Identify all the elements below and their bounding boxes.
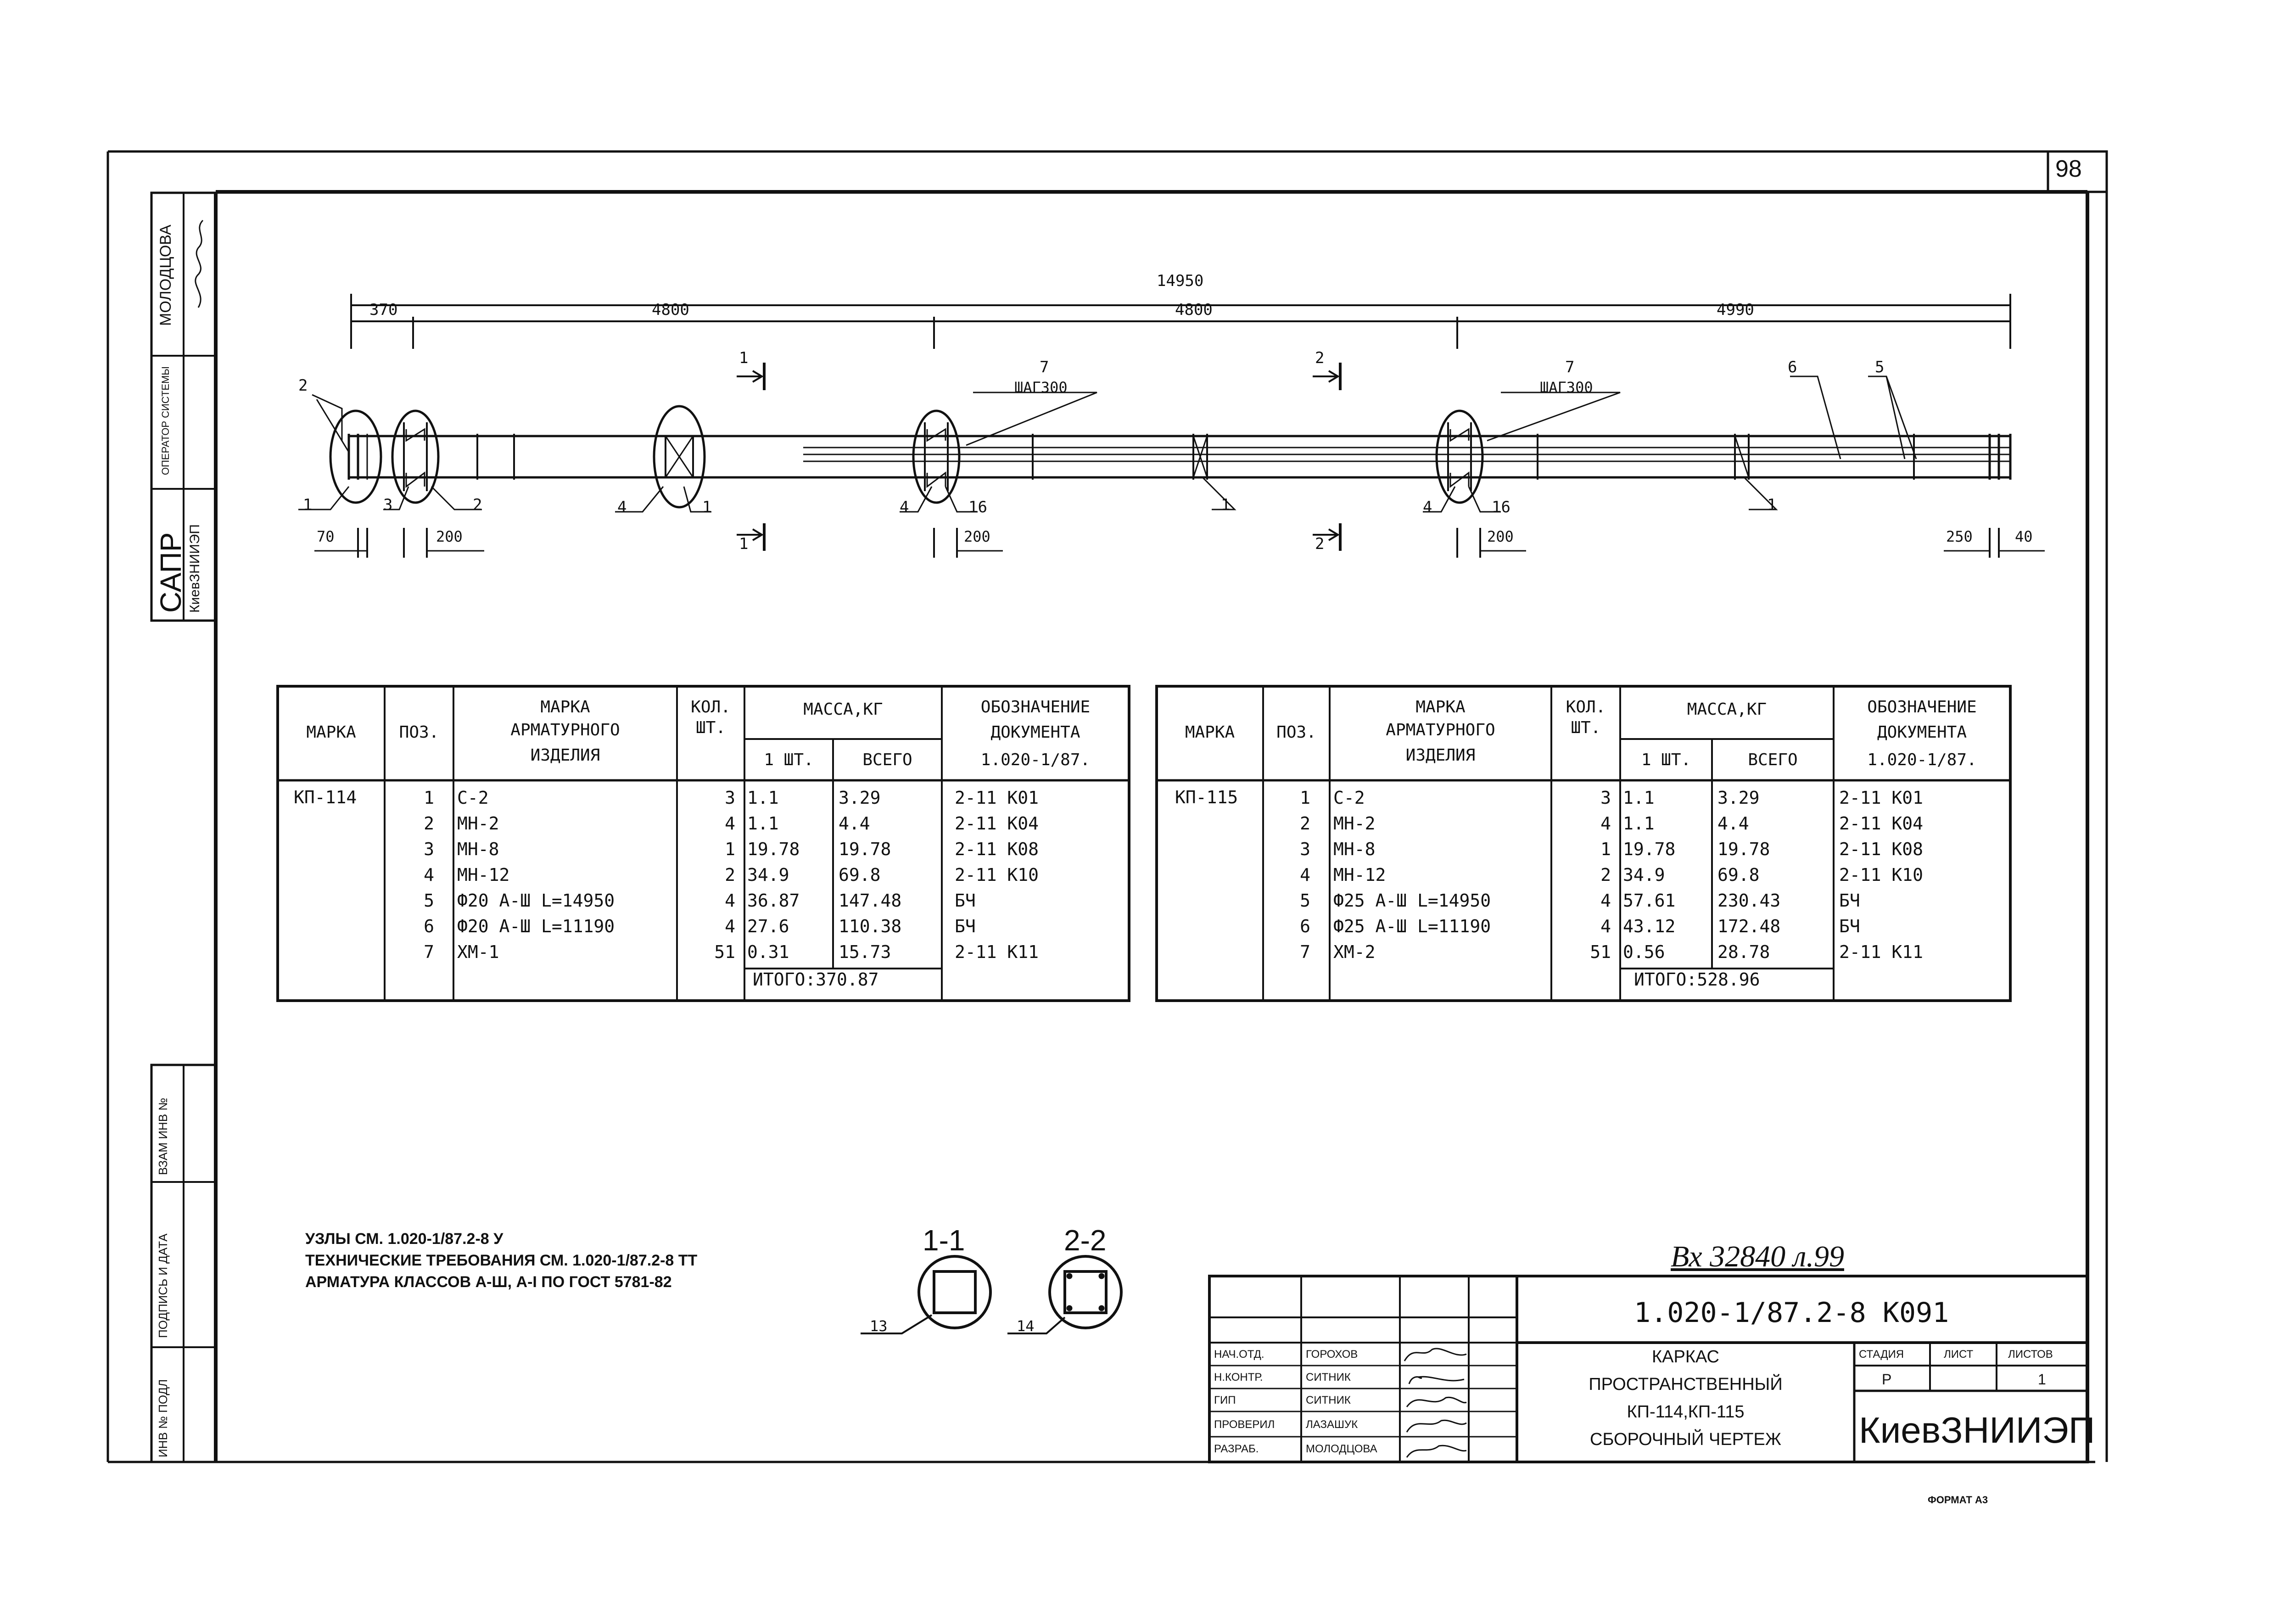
cell-kol: 2 [725, 865, 735, 885]
callout-1-c: 1 [1767, 496, 1777, 514]
callout-16-b: 16 [1492, 498, 1510, 516]
cell-poz: 4 [1300, 865, 1310, 885]
cell-kol: 4 [1600, 813, 1611, 834]
title-line: КП-114,КП-115 [1627, 1402, 1745, 1422]
cell-vsego: 3.29 [1717, 788, 1760, 808]
th-kol-2: ШТ. [1571, 718, 1601, 737]
section-mark-2-bottom: 2 [1315, 535, 1325, 553]
cell-one: 19.78 [747, 839, 800, 859]
th-oboz-1: ОБОЗНАЧЕНИЕ [1867, 698, 1977, 717]
cell-one: 0.31 [747, 942, 789, 962]
cell-poz: 4 [424, 865, 434, 885]
cell-kol: 4 [1600, 916, 1611, 936]
callout-1-left: 1 [303, 496, 313, 514]
section-mark-2-top: 2 [1315, 349, 1325, 367]
cell-vsego: 69.8 [1717, 865, 1760, 885]
cell-izd: МН-2 [457, 813, 499, 834]
cell-izd: МН-2 [1333, 813, 1376, 834]
cell-kol: 51 [714, 942, 735, 962]
cell-izd: МН-8 [457, 839, 499, 859]
callout-1-a: 1 [702, 498, 712, 516]
cell-vsego: 147.48 [839, 890, 902, 911]
cell-vsego: 230.43 [1717, 890, 1781, 911]
podpis-data-label: ПОДПИСЬ И ДАТА [156, 1233, 170, 1338]
cell-poz: 5 [424, 890, 434, 911]
cell-kol: 1 [725, 839, 735, 859]
cell-poz: 6 [424, 916, 434, 936]
cell-vsego: 15.73 [839, 942, 891, 962]
section-2-callout: 14 [1017, 1317, 1035, 1335]
title-line: КАРКАС [1652, 1347, 1719, 1366]
sheet-label: ЛИСТ [1944, 1348, 1974, 1361]
cell-poz: 5 [1300, 890, 1310, 911]
cell-vsego: 4.4 [1717, 813, 1749, 834]
th-izd-2: АРМАТУРНОГО [510, 721, 620, 739]
cell-one: 1.1 [1623, 813, 1655, 834]
cell-doc: БЧ [1839, 890, 1860, 911]
stage-label: СТАДИЯ [1859, 1348, 1904, 1361]
cell-izd: МН-8 [1333, 839, 1376, 859]
cell-one: 1.1 [747, 788, 779, 808]
cell-kol: 3 [1600, 788, 1611, 808]
th-vsego: ВСЕГО [862, 750, 912, 769]
section-mark-1-top: 1 [739, 349, 749, 367]
dim-200-left: 200 [436, 528, 463, 545]
cell-kol: 4 [725, 916, 735, 936]
th-izd-1: МАРКА [540, 698, 590, 717]
dim-40: 40 [2015, 528, 2033, 545]
note-line: АРМАТУРА КЛАССОВ А-Ш, А-I ПО ГОСТ 5781-82 [305, 1273, 672, 1291]
cell-kol: 51 [1590, 942, 1611, 962]
cell-kol: 4 [1600, 890, 1611, 911]
stage-value: Р [1882, 1371, 1892, 1388]
cell-one: 34.9 [1623, 865, 1665, 885]
doc-code: 1.020-1/87.2-8 К091 [1634, 1297, 1949, 1329]
callout-2-left: 2 [298, 376, 308, 395]
cell-kol: 4 [725, 813, 735, 834]
callout-1-b: 1 [1221, 496, 1231, 514]
callout-3: 3 [383, 496, 393, 514]
th-kol-1: КОЛ. [1566, 698, 1606, 717]
cell-one: 0.56 [1623, 942, 1665, 962]
cell-doc: 2-11 К10 [955, 865, 1039, 885]
dim-200-mid2: 200 [1487, 528, 1514, 545]
dim-seg-4800-a: 4800 [652, 301, 689, 319]
dim-250: 250 [1946, 528, 1973, 545]
step-label-a: ШАГ300 [1014, 379, 1068, 396]
cell-izd: Ф25 А-Ш L=11190 [1333, 916, 1491, 936]
th-one: 1 ШТ. [1641, 750, 1691, 769]
cell-doc: 2-11 К11 [955, 942, 1039, 962]
org-name: КиевЗНИИЭП [1859, 1410, 2095, 1450]
cell-izd: ХМ-2 [1333, 942, 1376, 962]
cell-kol: 4 [725, 890, 735, 911]
sheet-number: 98 [2055, 156, 2082, 182]
cell-izd: Ф20 А-Ш L=14950 [457, 890, 615, 911]
sheets-value: 1 [2038, 1371, 2046, 1388]
sapr-org: КиевЗНИИЭП [187, 524, 202, 613]
dim-seg-4990: 4990 [1717, 301, 1754, 319]
note-line: ТЕХНИЧЕСКИЕ ТРЕБОВАНИЯ СМ. 1.020-1/87.2-8 ТТ [305, 1252, 698, 1269]
cell-doc: 2-11 К08 [1839, 839, 1924, 859]
developer-name: МОЛОДЦОВА [157, 224, 174, 326]
dim-total: 14950 [1157, 272, 1204, 290]
dim-200-mid1: 200 [964, 528, 990, 545]
cell-doc: 2-11 К01 [1839, 788, 1924, 808]
cell-poz: 2 [1300, 813, 1310, 834]
th-izd-3: ИЗДЕЛИЯ [1405, 746, 1476, 765]
th-oboz-3: 1.020-1/87. [980, 750, 1091, 769]
marka-cell: КП-114 [294, 787, 357, 807]
total-kp115: ИТОГО:528.96 [1634, 969, 1760, 990]
cell-vsego: 4.4 [839, 813, 870, 834]
cell-poz: 7 [1300, 942, 1310, 962]
th-massa: МАССА,КГ [803, 700, 883, 719]
cell-izd: МН-12 [457, 865, 510, 885]
cell-vsego: 69.8 [839, 865, 881, 885]
th-oboz-2: ДОКУМЕНТА [1877, 723, 1967, 742]
th-marka: МАРКА [1185, 723, 1235, 742]
callout-4-c: 4 [1423, 498, 1432, 516]
th-izd-3: ИЗДЕЛИЯ [530, 746, 600, 765]
cell-one: 43.12 [1623, 916, 1676, 936]
cell-kol: 3 [725, 788, 735, 808]
cell-one: 57.61 [1623, 890, 1676, 911]
cell-poz: 3 [424, 839, 434, 859]
cell-doc: 2-11 К01 [955, 788, 1039, 808]
th-poz: ПОЗ. [399, 723, 439, 742]
cell-one: 34.9 [747, 865, 789, 885]
callout-4-b: 4 [900, 498, 909, 516]
cell-poz: 3 [1300, 839, 1310, 859]
operator-label: ОПЕРАТОР СИСТЕМЫ [160, 366, 171, 475]
cell-vsego: 110.38 [839, 916, 902, 936]
callout-7-b: 7 [1565, 358, 1575, 376]
cell-izd: Ф25 А-Ш L=14950 [1333, 890, 1491, 911]
callout-2-mid: 2 [473, 496, 482, 514]
cell-doc: 2-11 К11 [1839, 942, 1924, 962]
role-name: ГОРОХОВ [1306, 1348, 1358, 1361]
th-massa: МАССА,КГ [1687, 700, 1767, 719]
cell-izd: С-2 [1333, 788, 1365, 808]
role-name: МОЛОДЦОВА [1306, 1443, 1377, 1455]
format-label: ФОРМАТ А3 [1928, 1494, 1988, 1506]
sapr-label: САПР [154, 532, 187, 613]
cell-vsego: 28.78 [1717, 942, 1770, 962]
cell-vsego: 172.48 [1717, 916, 1781, 936]
cell-izd: ХМ-1 [457, 942, 499, 962]
cell-poz: 1 [1300, 788, 1310, 808]
cell-poz: 6 [1300, 916, 1310, 936]
inventory-mark: Вх 32840 л.99 [1671, 1240, 1844, 1273]
cell-vsego: 19.78 [839, 839, 891, 859]
title-line: ПРОСТРАНСТВЕННЫЙ [1589, 1375, 1783, 1394]
role-label: Н.КОНТР. [1214, 1371, 1263, 1383]
callout-7-a: 7 [1040, 358, 1049, 376]
sheets-label: ЛИСТОВ [2008, 1348, 2053, 1361]
th-oboz-2: ДОКУМЕНТА [990, 723, 1080, 742]
cell-vsego: 19.78 [1717, 839, 1770, 859]
section-mark-1-bottom: 1 [739, 535, 749, 553]
callout-16-a: 16 [968, 498, 987, 516]
th-izd-1: МАРКА [1415, 698, 1466, 717]
cell-kol: 1 [1600, 839, 1611, 859]
signatures [1404, 1349, 1466, 1457]
th-izd-2: АРМАТУРНОГО [1386, 721, 1495, 739]
vzam-inv-label: ВЗАМ ИНВ № [156, 1098, 170, 1175]
cell-doc: БЧ [1839, 916, 1860, 936]
th-poz: ПОЗ. [1276, 723, 1316, 742]
role-label: ГИП [1214, 1394, 1236, 1406]
step-label-b: ШАГ300 [1540, 379, 1593, 396]
section-2-title: 2-2 [1064, 1224, 1107, 1257]
cell-doc: 2-11 К08 [955, 839, 1039, 859]
cell-vsego: 3.29 [839, 788, 881, 808]
title-line: СБОРОЧНЫЙ ЧЕРТЕЖ [1590, 1430, 1781, 1449]
cell-one: 19.78 [1623, 839, 1676, 859]
cell-poz: 2 [424, 813, 434, 834]
callout-6: 6 [1788, 358, 1797, 376]
cell-poz: 7 [424, 942, 434, 962]
callout-4-a: 4 [617, 498, 627, 516]
role-label: НАЧ.ОТД. [1214, 1348, 1264, 1361]
note-line: УЗЛЫ СМ. 1.020-1/87.2-8 У [305, 1230, 503, 1248]
cell-doc: 2-11 К10 [1839, 865, 1924, 885]
total-kp114: ИТОГО:370.87 [753, 969, 879, 990]
th-kol-2: ШТ. [695, 718, 726, 737]
dim-seg-4800-b: 4800 [1175, 301, 1213, 319]
role-name: СИТНИК [1306, 1394, 1351, 1406]
cell-izd: МН-12 [1333, 865, 1386, 885]
th-oboz-1: ОБОЗНАЧЕНИЕ [980, 698, 1091, 717]
cell-poz: 1 [424, 788, 434, 808]
role-label: ПРОВЕРИЛ [1214, 1418, 1275, 1431]
th-one: 1 ШТ. [764, 750, 814, 769]
role-label: РАЗРАБ. [1214, 1443, 1259, 1455]
th-kol-1: КОЛ. [691, 698, 731, 717]
role-name: ЛАЗАШУК [1306, 1418, 1358, 1431]
cell-kol: 2 [1600, 865, 1611, 885]
cell-izd: Ф20 А-Ш L=11190 [457, 916, 615, 936]
section-1-callout: 13 [870, 1317, 888, 1335]
cell-doc: БЧ [955, 890, 976, 911]
cell-one: 1.1 [1623, 788, 1655, 808]
cell-one: 27.6 [747, 916, 789, 936]
cell-doc: 2-11 К04 [1839, 813, 1924, 834]
role-name: СИТНИК [1306, 1371, 1351, 1383]
cell-izd: С-2 [457, 788, 489, 808]
cell-one: 1.1 [747, 813, 779, 834]
th-vsego: ВСЕГО [1748, 750, 1798, 769]
cell-one: 36.87 [747, 890, 800, 911]
inv-podl-label: ИНВ № ПОДЛ [156, 1379, 170, 1457]
dim-seg-370: 370 [369, 301, 398, 319]
th-marka: МАРКА [306, 723, 356, 742]
th-oboz-3: 1.020-1/87. [1867, 750, 1977, 769]
section-1-title: 1-1 [923, 1224, 965, 1257]
dim-70: 70 [317, 528, 335, 545]
cell-doc: 2-11 К04 [955, 813, 1039, 834]
marka-cell: КП-115 [1175, 787, 1238, 807]
callout-5: 5 [1875, 358, 1885, 376]
cell-doc: БЧ [955, 916, 976, 936]
